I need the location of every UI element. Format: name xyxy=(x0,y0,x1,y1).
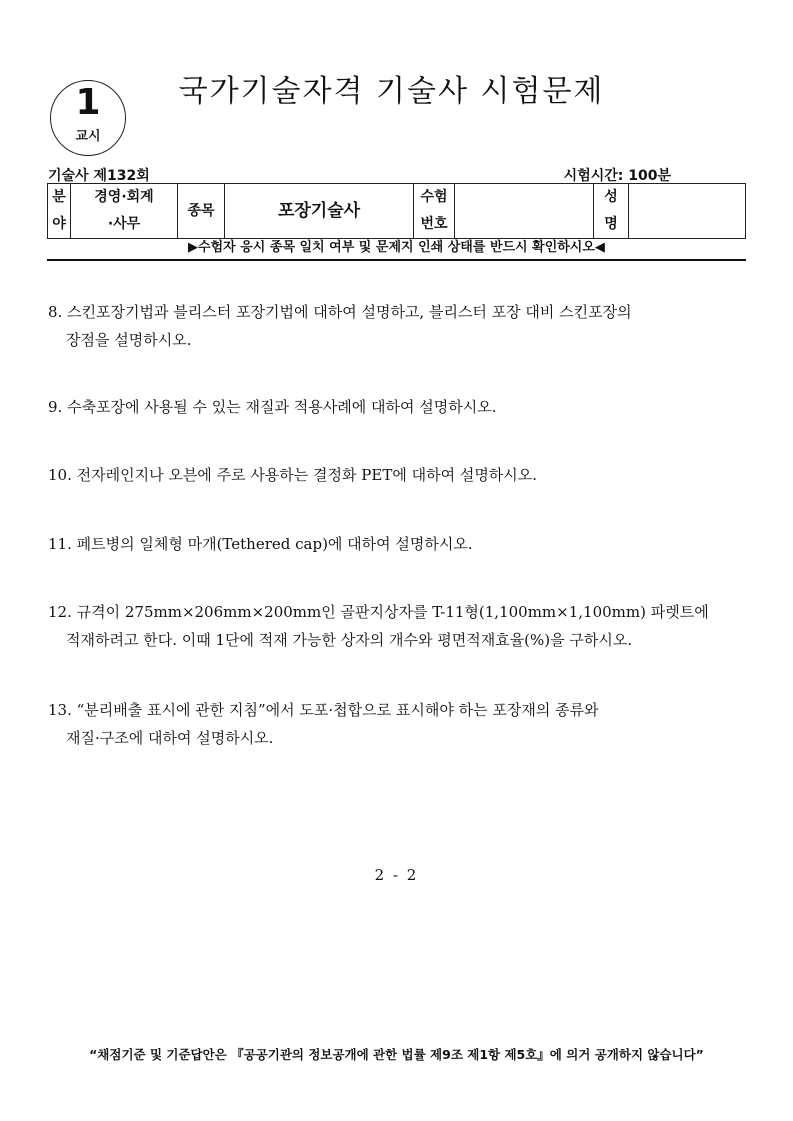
name-label-top: 성 xyxy=(604,189,618,205)
field-label-top: 분 xyxy=(52,189,66,205)
exam-time: 시험시간: 100분 xyxy=(563,168,671,184)
question-11 xyxy=(48,530,748,558)
name-label-cell xyxy=(594,184,629,239)
notice-banner: ▶수험자 응시 종목 일치 여부 및 문제지 인쇄 상태를 반드시 확인하시오◀ xyxy=(47,238,746,261)
field-label-cell xyxy=(48,184,71,239)
question-line-continued: 적재하려고 한다. 이때 1단에 적재 가능한 상자의 개수와 평면적재효율(%)을 구하시오. xyxy=(66,631,633,649)
page-number: 2 - 2 xyxy=(374,866,419,884)
exam-round: 기술사 제132회 xyxy=(48,168,150,184)
footer-disclaimer: “채점기준 및 기준답안은 『공공기관의 정보공개에 관한 법률 제9조 제1항 제5호』에 의거 공개하지 않습니다” xyxy=(89,1047,704,1062)
exam-info-table xyxy=(47,183,746,239)
question-10 xyxy=(48,461,748,489)
question-line: 12. 규격이 275mm×206mm×200mm인 골판지상자를 T-11형(1,100mm×1,100mm) 파렛트에 xyxy=(48,603,709,621)
session-badge xyxy=(50,80,126,156)
question-line: 13. “분리배출 표시에 관한 지침”에서 도포·첩합으로 표시해야 하는 포장재의 종류와 xyxy=(48,701,599,719)
question-9 xyxy=(48,393,748,421)
question-13 xyxy=(48,696,748,752)
question-12 xyxy=(48,598,748,654)
name-value xyxy=(629,184,746,239)
field-label-bottom: 야 xyxy=(52,216,66,232)
question-line: 8. 스킨포장기법과 블리스터 포장기법에 대하여 설명하고, 블리스터 포장 대비 스킨포장의 xyxy=(48,303,632,321)
exam-number-value xyxy=(455,184,594,239)
page-title: 국가기술자격 기술사 시험문제 xyxy=(178,74,605,109)
question-line-continued: 재질·구조에 대하여 설명하시오. xyxy=(66,729,274,747)
question-line: 11. 페트병의 일체형 마개(Tethered cap)에 대하여 설명하시오. xyxy=(48,535,473,553)
category-label: 종목 xyxy=(178,184,225,239)
exam-number-label-bottom: 번호 xyxy=(420,216,448,232)
question-line: 9. 수축포장에 사용될 수 있는 재질과 적용사례에 대하여 설명하시오. xyxy=(48,398,497,416)
exam-number-label-top: 수험 xyxy=(420,189,448,205)
question-8 xyxy=(48,298,748,354)
question-line-continued: 장점을 설명하시오. xyxy=(66,331,192,349)
name-label-bottom: 명 xyxy=(604,216,618,232)
question-line: 10. 전자레인지나 오븐에 주로 사용하는 결정화 PET에 대하여 설명하시오. xyxy=(48,466,538,484)
field-value-top: 경영·회계 xyxy=(94,189,154,205)
exam-number-label-cell xyxy=(414,184,455,239)
category-value: 포장기술사 xyxy=(225,184,414,239)
session-number: 1 xyxy=(75,82,101,123)
session-unit: 교시 xyxy=(75,129,101,144)
field-value-cell xyxy=(71,184,178,239)
field-value-bottom: ·사무 xyxy=(107,216,141,232)
